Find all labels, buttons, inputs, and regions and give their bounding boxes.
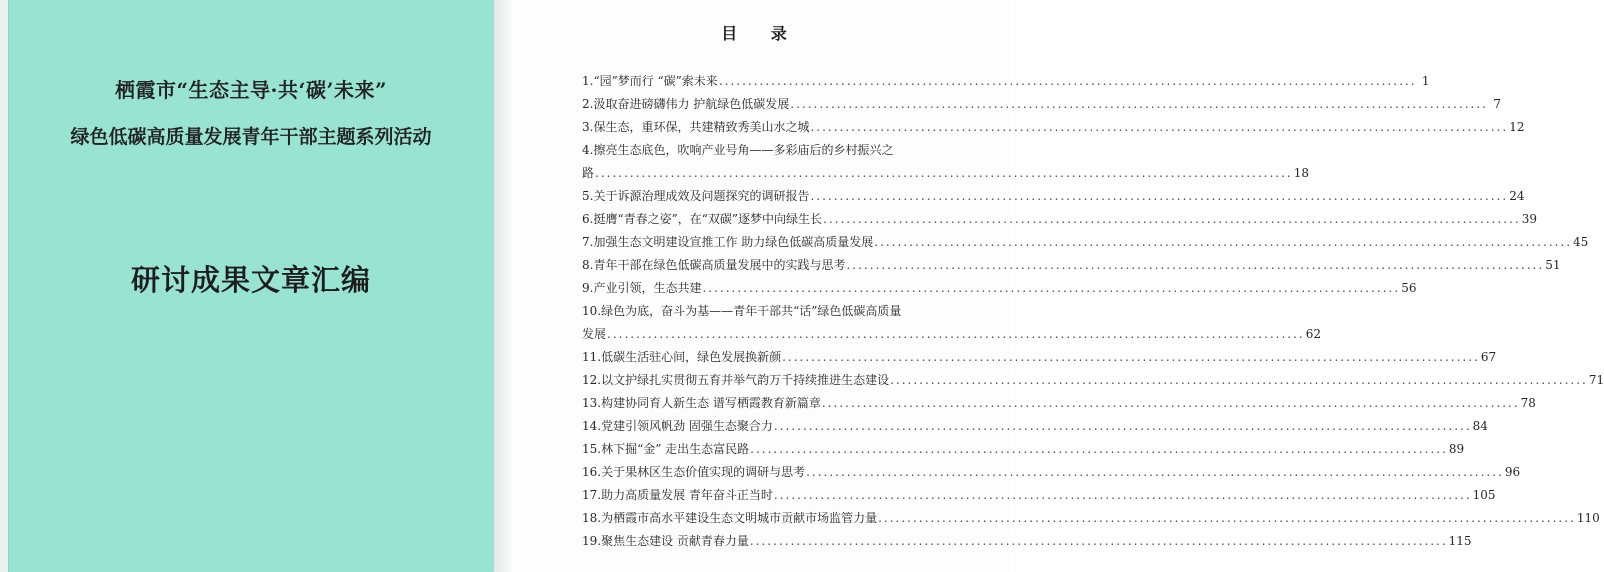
toc-entry-title: 12.以文护绿扎实贯彻五育并举气韵万千持续推进生态建设 bbox=[582, 373, 890, 387]
toc-leader-dots: ........................................................................................................................ bbox=[773, 419, 1472, 433]
toc-page-number: 89 bbox=[1448, 442, 1465, 456]
toc-entry[interactable] bbox=[582, 507, 1600, 530]
toc-entry-title: 1.“园”梦而行 “碳”索未来 bbox=[582, 74, 718, 88]
toc-entry-title: 18.为栖霞市高水平建设生态文明城市贡献市场监管力量 bbox=[582, 511, 878, 525]
page-margin bbox=[0, 0, 8, 572]
toc-entry[interactable] bbox=[582, 461, 1521, 484]
toc-entry[interactable] bbox=[582, 323, 1322, 346]
toc-page-number: 78 bbox=[1520, 396, 1536, 410]
toc-leader-dots: ........................................................................................................................ bbox=[595, 166, 1293, 180]
toc-leader-dots: ........................................................................................................................ bbox=[810, 189, 1509, 203]
toc-entry-title: 11.低碳生活驻心间，绿色发展换新颜 bbox=[582, 350, 782, 364]
toc-page-number: 96 bbox=[1504, 465, 1521, 479]
toc-leader-dots: ........................................................................................................................ bbox=[890, 373, 1588, 387]
toc-entry[interactable] bbox=[582, 277, 1417, 300]
toc-entry-title: 16.关于果林区生态价值实现的调研与思考 bbox=[582, 465, 806, 479]
toc-leader-dots: ........................................................................................................................ bbox=[810, 120, 1509, 134]
toc-entry[interactable] bbox=[582, 346, 1497, 369]
toc-entry[interactable] bbox=[582, 415, 1488, 438]
toc-page-number: 1 bbox=[1421, 74, 1430, 88]
toc-page-number: 115 bbox=[1448, 534, 1472, 548]
toc-page-number: 18 bbox=[1293, 166, 1310, 180]
toc-page-number: 62 bbox=[1305, 327, 1322, 341]
toc-entry-title: 15.林下掘“金” 走出生态富民路 bbox=[582, 442, 750, 456]
toc-page-number: 56 bbox=[1401, 281, 1417, 295]
toc-entry[interactable] bbox=[582, 93, 1501, 116]
toc-entry-title: 10.绿色为底，奋斗为基——青年干部共“话”绿色低碳高质量 bbox=[582, 304, 902, 318]
toc-entry-title: 19.聚焦生态建设 贡献青春力量 bbox=[582, 534, 749, 548]
toc-entry[interactable] bbox=[582, 392, 1536, 415]
toc-entry-line bbox=[582, 139, 952, 162]
toc-entry-title: 9.产业引领，生态共建 bbox=[582, 281, 702, 295]
toc-leader-dots: ........................................................................................................................ bbox=[878, 511, 1576, 525]
toc-entry[interactable] bbox=[582, 438, 1465, 461]
toc-entry[interactable] bbox=[582, 530, 1472, 553]
toc-leader-dots: ........................................................................................................................ bbox=[823, 212, 1521, 226]
page-gutter bbox=[494, 0, 512, 572]
toc-leader-dots: ........................................................................................................................ bbox=[750, 442, 1448, 456]
toc-entry[interactable] bbox=[582, 231, 1589, 254]
toc-entry-title: 发展 bbox=[582, 327, 607, 341]
toc-page-number: 84 bbox=[1472, 419, 1488, 433]
cover-title-line1: 栖霞市“生态主导·共‘碳’未来” bbox=[115, 78, 387, 102]
toc-page-number: 110 bbox=[1576, 511, 1600, 525]
toc-entry-title: 8.青年干部在绿色低碳高质量发展中的实践与思考 bbox=[582, 258, 846, 272]
toc-entry[interactable] bbox=[582, 254, 1561, 277]
toc-leader-dots: ........................................................................................................................ bbox=[806, 465, 1504, 479]
toc-page-number: 7 bbox=[1493, 97, 1501, 111]
toc-entry-title: 14.党建引领风帆劲 固强生态聚合力 bbox=[582, 419, 773, 433]
toc-page-number: 24 bbox=[1509, 189, 1525, 203]
toc-leader-dots: ........................................................................................................................ bbox=[607, 327, 1305, 341]
toc-page-number: 45 bbox=[1573, 235, 1589, 249]
toc-entry[interactable] bbox=[582, 70, 1430, 93]
toc-entry-title: 4.擦亮生态底色，吹响产业号角——多彩庙后的乡村振兴之 bbox=[582, 143, 894, 157]
toc-list bbox=[582, 70, 1604, 553]
toc-entry[interactable] bbox=[582, 484, 1496, 507]
toc-leader-dots: ........................................................................................................................ bbox=[821, 396, 1520, 410]
toc-entry-title: 17.助力高质量发展 青年奋斗正当时 bbox=[582, 488, 773, 502]
toc-entry-title: 6.挺膺“青春之姿”，在“双碳”逐梦中向绿生长 bbox=[582, 212, 822, 226]
toc-entry-title: 13.构建协同育人新生态 谱写栖霞教育新篇章 bbox=[582, 396, 821, 410]
toc-leader-dots: ........................................................................................................................ bbox=[749, 534, 1448, 548]
toc-page-number: 39 bbox=[1521, 212, 1538, 226]
toc-page-number: 105 bbox=[1472, 488, 1496, 502]
toc-entry[interactable] bbox=[582, 116, 1525, 139]
table-of-contents-page bbox=[512, 0, 1604, 572]
toc-entry-title: 5.关于诉源治理成效及问题探究的调研报告 bbox=[582, 189, 810, 203]
toc-heading: 目 录 bbox=[721, 24, 801, 43]
toc-page-number: 51 bbox=[1545, 258, 1561, 272]
toc-leader-dots: ........................................................................................................................ bbox=[782, 350, 1480, 364]
toc-leader-dots: ........................................................................................................................ bbox=[718, 74, 1417, 88]
cover-page bbox=[8, 0, 494, 572]
toc-entry[interactable] bbox=[582, 185, 1525, 208]
toc-page-number: 71 bbox=[1588, 373, 1604, 387]
cover-title-line2: 绿色低碳高质量发展青年干部主题系列活动 bbox=[70, 126, 432, 148]
toc-entry-title: 3.保生态，重环保，共建精致秀美山水之城 bbox=[582, 120, 810, 134]
toc-leader-dots: ........................................................................................................................ bbox=[790, 97, 1488, 111]
toc-entry[interactable] bbox=[582, 369, 1604, 392]
toc-entry[interactable] bbox=[582, 162, 1310, 185]
toc-leader-dots: ........................................................................................................................ bbox=[773, 488, 1472, 502]
toc-page-number: 67 bbox=[1480, 350, 1497, 364]
toc-leader-dots: ........................................................................................................................ bbox=[702, 281, 1401, 295]
toc-entry[interactable] bbox=[582, 208, 1538, 231]
toc-leader-dots: ........................................................................................................................ bbox=[874, 235, 1573, 249]
toc-leader-dots: ........................................................................................................................ bbox=[846, 258, 1545, 272]
cover-main-title: 研讨成果文章汇编 bbox=[130, 263, 371, 297]
toc-entry-title: 2.汲取奋进磅礴伟力 护航绿色低碳发展 bbox=[582, 97, 790, 111]
toc-page-number: 12 bbox=[1509, 120, 1525, 134]
toc-entry-title: 7.加强生态文明建设宣推工作 助力绿色低碳高质量发展 bbox=[582, 235, 874, 249]
toc-entry-title: 路 bbox=[582, 166, 595, 180]
toc-entry-line bbox=[582, 300, 952, 323]
